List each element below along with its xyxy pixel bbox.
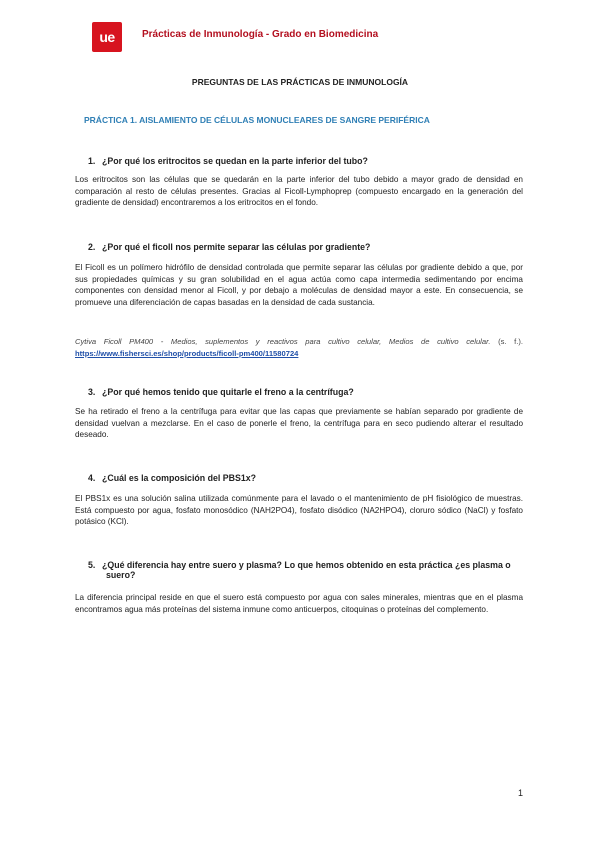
reference-link[interactable]: https://www.fishersci.es/shop/products/ficoll-pm400/11580724 <box>75 348 299 358</box>
reference-title: Cytiva Ficoll PM400 - Medios, suplementos y reactivos para cultivo celular, Medios de cultivo celular. <box>75 337 491 346</box>
question-2: 2. ¿Por qué el ficoll nos permite separar las células por gradiente? <box>88 242 371 252</box>
document-title: PREGUNTAS DE LAS PRÁCTICAS DE INMUNOLOGÍA <box>191 77 409 87</box>
reference-2 <box>75 336 523 359</box>
answer-5: La diferencia principal reside en que el suero está compuesto por agua con sales minerales, mientras que en el plasma encontramos agua más proteínas del sistema inmune como anticuerpos, citoquinas o proteínas del complemento. <box>75 593 523 614</box>
answer-3: Se ha retirado el freno a la centrífuga para evitar que las capas que previamente se habían separado por gradiente de densidad vuelvan a mezclarse. En el caso de ponerle el freno, la centrífuga para en seco pudiendo alterar el resultado deseado. <box>75 407 523 440</box>
question-5: 5. ¿Qué diferencia hay entre suero y plasma? Lo que hemos obtenido en esta práctica ¿es plasma o suero? <box>88 560 511 580</box>
answer-4: El PBS1x es una solución salina utilizada comúnmente para el lavado o el mantenimiento de pH fisiológico de muestras. Está compuesto por agua, fosfato monosódico (NAH2PO4), fosfato disódico (NA2HPO4), cloruro sódico (NaCl) y fosfato potásico (KCl). <box>75 494 523 527</box>
practice-heading: PRÁCTICA 1. AISLAMIENTO DE CÉLULAS MONUCLEARES DE SANGRE PERIFÉRICA <box>84 115 430 125</box>
page-number: 1 <box>518 788 524 798</box>
question-4: 4. ¿Cuál es la composición del PBS1x? <box>88 473 256 483</box>
question-1: 1. ¿Por qué los eritrocitos se quedan en la parte inferior del tubo? <box>88 156 368 166</box>
answer-1: Los eritrocitos son las células que se quedarán en la parte inferior del tubo debido a mayor grado de densidad en comparación al resto de células presentes. Gracias al Ficoll-Lymphoprep (compuesto encargado en la generación del gradiente de densidad) encontraremos a los eritrocitos en el fondo. <box>75 175 523 208</box>
answer-2: El Ficoll es un polímero hidrófilo de densidad controlada que permite separar las células por gradiente debido a que, por sus propiedades químicas y su gran solubilidad en el agua actúa como capa intermedia sedimentando por encima componentes con densidad menor al Ficoll, y por debajo a moléculas de densidad mayor a este. En consecuencia, se promueve una diferenciación de capas basadas en la densidad de cada sustancia. <box>75 263 523 307</box>
reference-date: (s. f.). <box>498 337 523 346</box>
running-header: Prácticas de Inmunología - Grado en Biomedicina <box>142 29 379 40</box>
university-logo: ue <box>92 22 122 52</box>
question-3: 3. ¿Por qué hemos tenido que quitarle el freno a la centrífuga? <box>88 387 354 397</box>
